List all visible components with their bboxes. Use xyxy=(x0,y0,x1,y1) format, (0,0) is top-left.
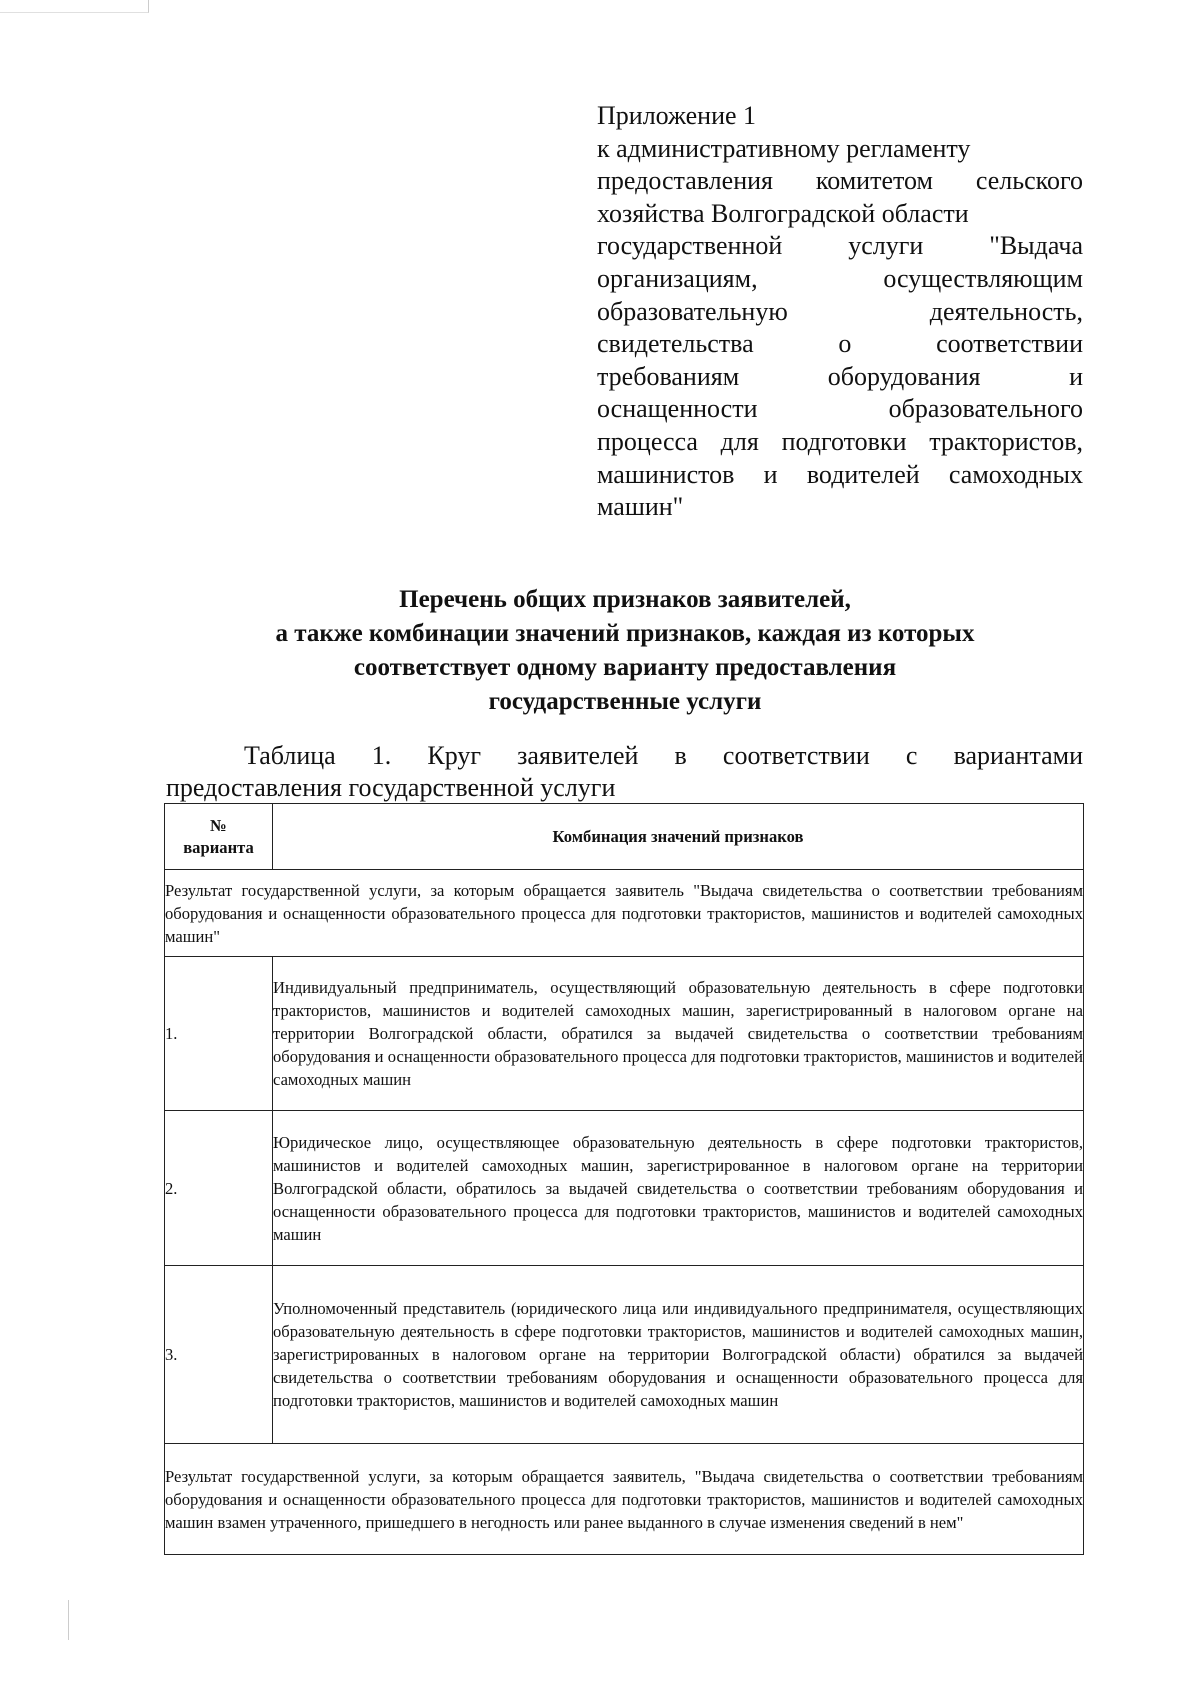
appendix-line: хозяйства Волгоградской области xyxy=(597,198,969,228)
appendix-line: машин" xyxy=(597,492,684,522)
table-header-row xyxy=(165,804,1084,870)
appendix-line: свидетельства о соответствии xyxy=(597,329,1083,359)
table-caption-line: предоставления государственной услуги xyxy=(166,773,616,802)
table-caption xyxy=(166,740,1083,804)
section-row xyxy=(165,870,1084,957)
appendix-line: предоставления комитетом сельского xyxy=(597,166,1083,196)
scan-margin-tick xyxy=(68,1600,69,1640)
variant-number: 3. xyxy=(165,1266,273,1444)
variant-number-header xyxy=(165,804,273,870)
result-section-2: Результат государственной услуги, за которым обращается заявитель, "Выдача свидетельства о соответствии требованиям оборудования и оснащенности образовательного процесса для подготовки трактористов, машинистов и водителей самоходных машин взамен утраченного, пришедшего в негодность или ранее выданного в случае изменения сведений в нем" xyxy=(165,1444,1084,1555)
title-line: соответствует одному варианту предоставления xyxy=(353,654,897,681)
title-line: а также комбинации значений признаков, каждая из которых xyxy=(275,620,975,647)
variant-number-header-symbol: № xyxy=(210,815,227,835)
appendix-line: требованиям оборудования и xyxy=(597,361,1083,391)
combination-header: Комбинация значений признаков xyxy=(273,804,1084,870)
table-row xyxy=(165,957,1084,1111)
appendix-line: Приложение 1 xyxy=(597,101,757,130)
table-row xyxy=(165,1111,1084,1266)
document-title xyxy=(160,583,1090,719)
appendix-line: процесса для подготовки трактористов, xyxy=(597,426,1083,456)
variant-description: Юридическое лицо, осуществляющее образовательную деятельность в сфере подготовки трактористов, машинистов и водителей самоходных машин, зарегистрированное в налоговом органе на территории Волгоградской области, обратилось за выдачей свидетельства о соответствии требованиям оборудования и оснащенности образовательного процесса для подготовки трактористов, машинистов и водителей самоходных машин xyxy=(273,1111,1084,1266)
scan-edge-mark xyxy=(0,0,149,13)
applicants-table xyxy=(164,803,1084,1555)
result-section-1: Результат государственной услуги, за которым обращается заявитель "Выдача свидетельства о соответствии требованиям оборудования и оснащенности образовательного процесса для подготовки трактористов, машинистов и водителей самоходных машин" xyxy=(165,870,1084,957)
appendix-line: к административному регламенту xyxy=(597,133,971,163)
variant-description: Уполномоченный представитель (юридического лица или индивидуального предпринимателя, осуществляющих образовательную деятельность в сфере подготовки трактористов, машинистов и водителей самоходных машин, зарегистрированных в налоговом органе на территории Волгоградской области) обратился за выдачей свидетельства о соответствии требованиям оборудования и оснащенности образовательного процесса для подготовки трактористов, машинистов и водителей самоходных машин xyxy=(273,1266,1084,1444)
title-line: Перечень общих признаков заявителей, xyxy=(399,586,851,613)
variant-description: Индивидуальный предприниматель, осуществляющий образовательную деятельность в сфере подготовки трактористов, машинистов и водителей самоходных машин, зарегистрированный в налоговом органе на территории Волгоградской области, обратился за выдачей свидетельства о соответствии требованиям оборудования и оснащенности образовательного процесса для подготовки трактористов, машинистов и водителей самоходных машин xyxy=(273,957,1084,1111)
table-row xyxy=(165,1266,1084,1444)
appendix-line: государственной услуги "Выдача xyxy=(597,231,1083,261)
variant-number: 1. xyxy=(165,957,273,1111)
appendix-line: образовательную деятельность, xyxy=(597,296,1083,326)
appendix-note xyxy=(597,100,1083,524)
variant-number-header-label: варианта xyxy=(183,837,254,857)
section-row xyxy=(165,1444,1084,1555)
appendix-line: организациям, осуществляющим xyxy=(597,263,1083,293)
appendix-line: оснащенности образовательного xyxy=(597,394,1083,424)
variant-number: 2. xyxy=(165,1111,273,1266)
title-line: государственные услуги xyxy=(488,688,762,715)
appendix-line: машинистов и водителей самоходных xyxy=(597,459,1083,489)
table-caption-line: Таблица 1. Круг заявителей в соответствии с вариантами xyxy=(244,741,1083,770)
